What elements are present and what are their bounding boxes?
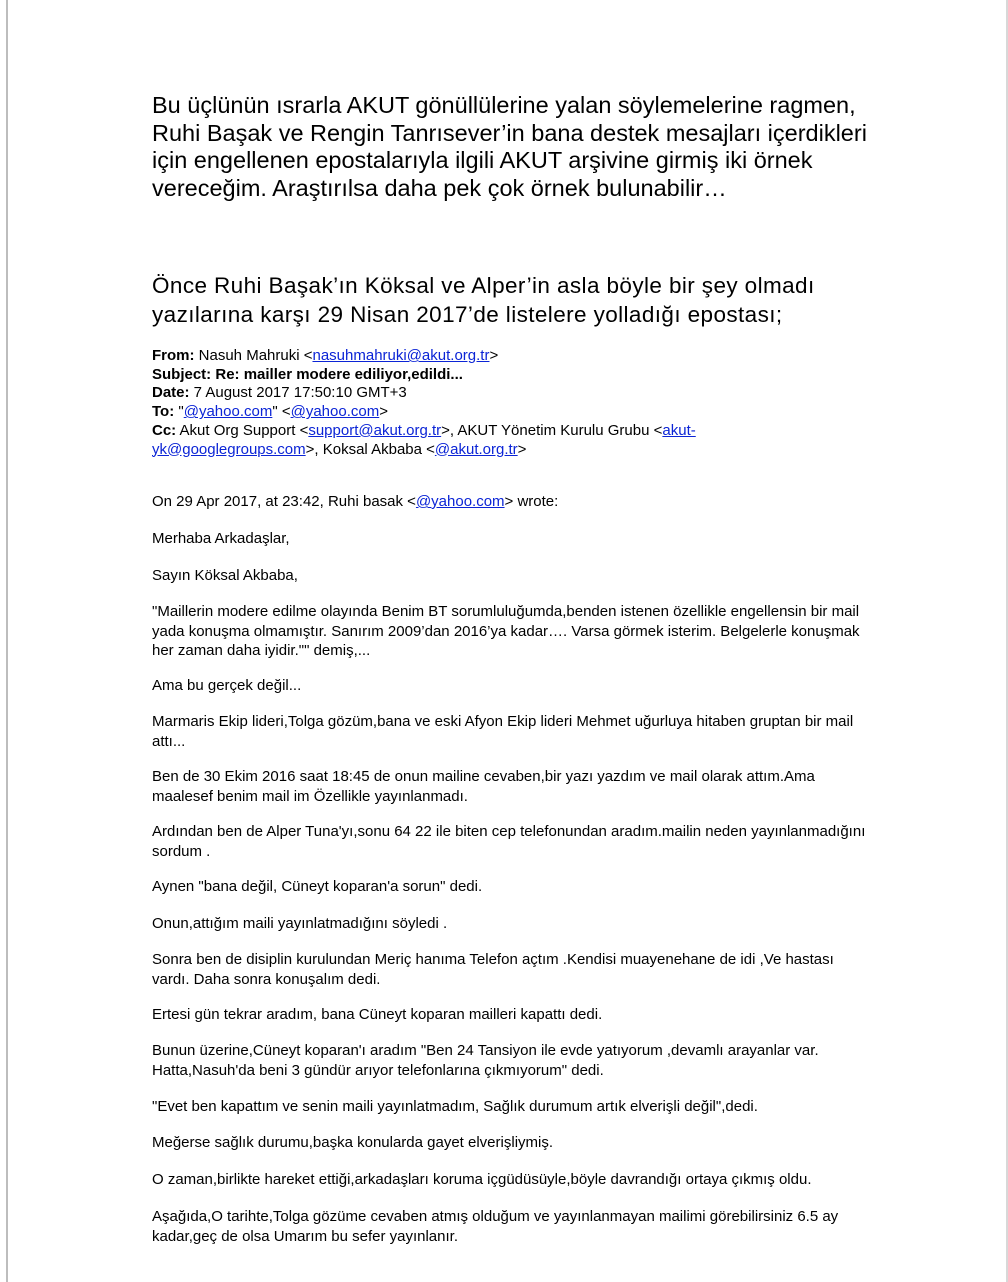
date-value: 7 August 2017 17:50:10 GMT+3 <box>189 384 407 402</box>
quote-email-link[interactable]: @yahoo.com <box>415 493 505 510</box>
subject-row <box>152 366 872 385</box>
from-email-link[interactable]: nasuhmahruki@akut.org.tr <box>312 347 490 364</box>
date-row <box>152 384 872 403</box>
to-email-link-1[interactable]: @yahoo.com <box>183 403 273 421</box>
body-paragraph: O zaman,birlikte hareket ettiği,arkadaşları koruma içgüdüsüyle,böyle davrandığı ortaya çıkmış oldu. <box>152 1171 812 1188</box>
page-left-edge <box>6 0 8 1282</box>
body-paragraph: Ben de 30 Ekim 2016 saat 18:45 de onun mailine cevaben,bir yazı yazdım ve mail olarak attım.Ama maalesef benim mail im Özellikle yayınlanmadı. <box>152 768 815 805</box>
to-label: To: <box>152 403 175 421</box>
quoted-statement: "Maillerin modere edilme olayında Benim BT sorumluluğumda,benden istenen özellikle engellensin bir mail yada konuşma olmamıştır. Sanırım 2009’dan 2016’ya kadar…. Varsa görmek isterim. Belgelerle konuşmak her zaman daha iyidir."" demiş,... <box>152 603 860 659</box>
body-paragraph: Ertesi gün tekrar aradım, bana Cüneyt koparan mailleri kapattı dedi. <box>152 1006 603 1023</box>
body-paragraph: Onun,attığım maili yayınlatmadığını söyledi . <box>152 915 448 932</box>
cc-label: Cc: <box>152 421 177 439</box>
cc-group-email-link-part1[interactable]: akut- <box>662 421 696 439</box>
subject-label: Subject: <box>152 365 212 383</box>
from-label: From: <box>152 347 195 364</box>
section-heading: Önce Ruhi Başak’ın Köksal ve Alper’in asla böyle bir şey olmadı yazılarına karşı 29 Nisan 2017’de listelere yolladığı epostası; <box>152 273 815 327</box>
cc-row-continued: yk@googlegroups.com>, Koksal Akbaba <@akut.org.tr> <box>152 440 527 458</box>
body-paragraph: Bunun üzerine,Cüneyt koparan'ı aradım "Ben 24 Tansiyon ile evde yatıyorum ,devamlı arayanlar var. Hatta,Nasuh'da beni 3 gündür arıyor telefonlarına çıkmıyorum" dedi. <box>152 1042 819 1079</box>
body-paragraph: Meğerse sağlık durumu,başka konularda gayet elverişliymiş. <box>152 1134 554 1151</box>
quote-attribution: On 29 Apr 2017, at 23:42, Ruhi basak <@yahoo.com> wrote: <box>152 493 559 510</box>
cc-koksal-email-link[interactable]: @akut.org.tr <box>434 440 518 458</box>
body-paragraph: Ama bu gerçek değil... <box>152 677 302 694</box>
email-headers <box>152 347 872 459</box>
from-row: From: Nasuh Mahruki <nasuhmahruki@akut.org.tr> <box>152 347 499 364</box>
body-paragraph: Aynen "bana değil, Cüneyt koparan'a sorun" dedi. <box>152 878 483 895</box>
date-label: Date: <box>152 384 190 402</box>
subject-value: Re: mailler modere ediliyor,edildi... <box>211 365 463 383</box>
body-paragraph: Sonra ben de disiplin kurulundan Meriç hanıma Telefon açtım .Kendisi muayenehane de idi ,Ve hastası vardı. Daha sonra konuşalım dedi. <box>152 951 834 988</box>
cc-group-email-link-part2[interactable]: yk@googlegroups.com <box>152 440 306 458</box>
to-row: To: "@yahoo.com" <@yahoo.com> <box>152 403 388 421</box>
cc-support-email-link[interactable]: support@akut.org.tr <box>308 421 442 439</box>
body-paragraph: "Evet ben kapattım ve senin maili yayınlatmadım, Sağlık durumum artık elverişli değil",dedi. <box>152 1098 758 1115</box>
body-paragraph: Aşağıda,O tarihte,Tolga gözüme cevaben atmış olduğum ve yayınlanmayan mailimi görebilirsiniz 6.5 ay kadar,geç de olsa Umarım bu sefer yayınlanır. <box>152 1208 839 1245</box>
intro-paragraph: Bu üçlünün ısrarla AKUT gönüllülerine yalan söylemelerine ragmen, Ruhi Başak ve Rengin Tanrısever’in bana destek mesajları içerdikleri için engellenen epostalarıyla ilgili AKUT arşivine girmiş iki örnek vereceğim. Araştırılsa daha pek çok örnek bulunabilir… <box>152 92 867 201</box>
from-name: Nasuh Mahruki < <box>194 347 313 364</box>
cc-row: Cc: Akut Org Support <support@akut.org.tr>, AKUT Yönetim Kurulu Grubu <akut- <box>152 421 696 439</box>
body-paragraph: Ardından ben de Alper Tuna'yı,sonu 64 22 ile biten cep telefonundan aradım.mailin neden yayınlanmadığını sordum . <box>152 823 866 860</box>
greeting: Merhaba Arkadaşlar, <box>152 530 290 547</box>
body-paragraph: Marmaris Ekip lideri,Tolga gözüm,bana ve eski Afyon Ekip lideri Mehmet uğurluya hitaben gruptan bir mail attı... <box>152 713 854 750</box>
salutation: Sayın Köksal Akbaba, <box>152 567 298 584</box>
to-email-link-2[interactable]: @yahoo.com <box>290 403 380 421</box>
